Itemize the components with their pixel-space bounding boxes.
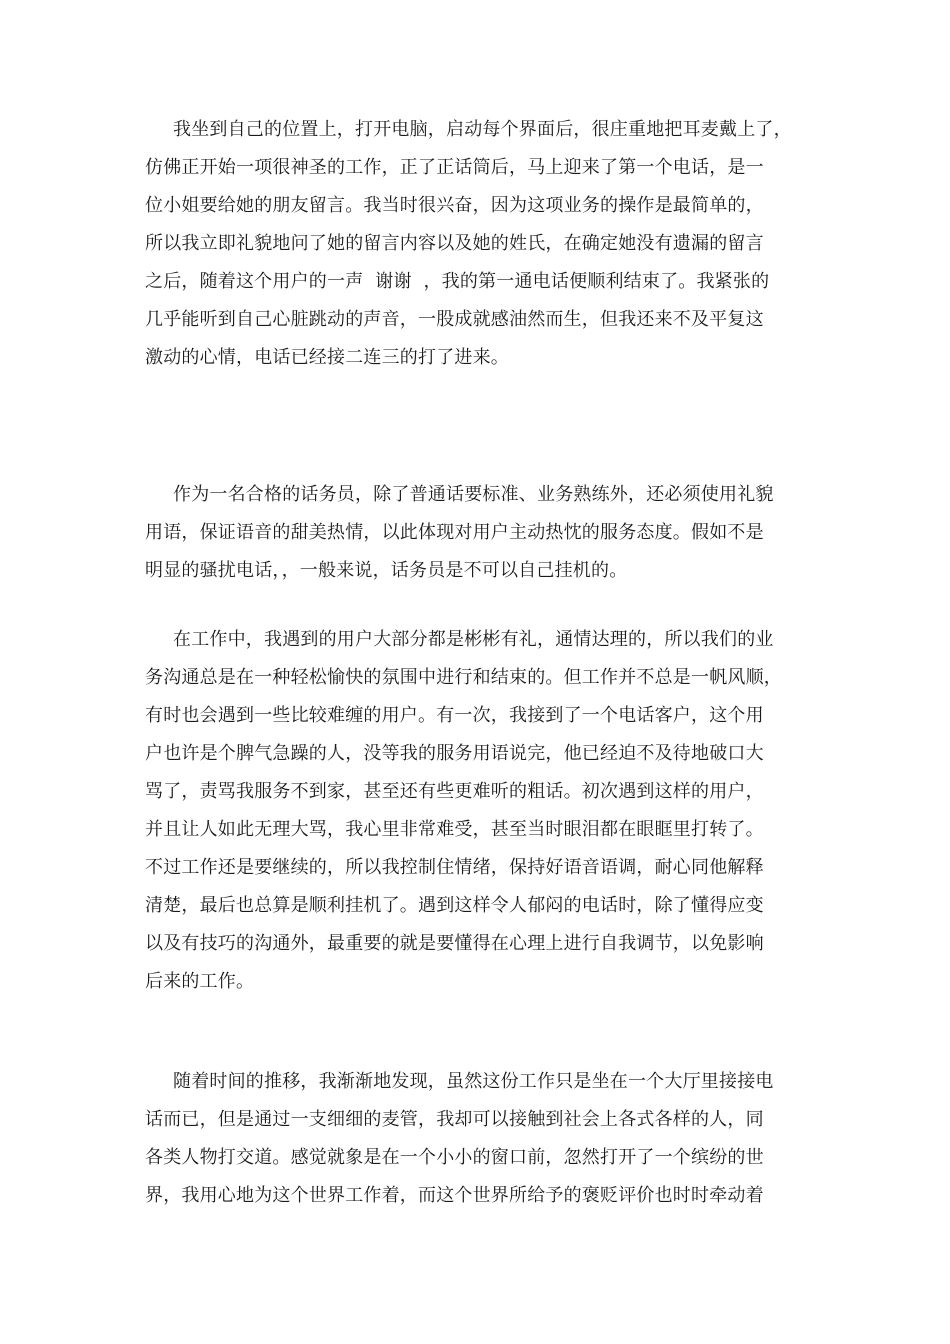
- text-line: 随着时间的推移，我渐渐地发现，虽然这份工作只是坐在一个大厅里接接电: [173, 1071, 774, 1092]
- text-line: 我坐到自己的位置上，打开电脑，启动每个界面后，很庄重地把耳麦戴上了，: [173, 119, 792, 140]
- text-line: 几乎能听到自己心脏跳动的声音，一股成就感油然而生，但我还来不及平复这: [145, 309, 764, 330]
- text-line: 在工作中，我遇到的用户大部分都是彬彬有礼，通情达理的，所以我们的业: [173, 629, 774, 650]
- text-line: 界，我用心地为这个世界工作着，而这个世界所给予的褒贬评价也时时牵动着: [145, 1185, 764, 1206]
- text-line: 位小姐要给她的朋友留言。我当时很兴奋，因为这项业务的操作是最简单的，: [145, 195, 764, 216]
- text-line: 激动的心情，电话已经接二连三的打了进来。: [145, 347, 509, 368]
- text-line: 所以我立即礼貌地问了她的留言内容以及她的姓氏，在确定她没有遗漏的留言: [145, 233, 764, 254]
- paragraph-window-to-world: [145, 1063, 845, 1215]
- paragraph-qualified-operator: [145, 476, 845, 590]
- text-line: 清楚，最后也总算是顺利挂机了。遇到这样令人郁闷的电话时，除了懂得应变: [145, 895, 764, 916]
- text-line: 有时也会遇到一些比较难缠的用户。有一次，我接到了一个电话客户，这个用: [145, 705, 764, 726]
- text-line: 明显的骚扰电话，，一般来说，话务员是不可以自己挂机的。: [145, 560, 628, 581]
- paragraph-difficult-user: [145, 621, 845, 1001]
- text-line: 仿佛正开始一项很神圣的工作，正了正话筒后，马上迎来了第一个电话，是一: [145, 157, 764, 178]
- text-line: 之后，随着这个用户的一声 谢谢 ，我的第一通电话便顺利结束了。我紧张的: [145, 271, 770, 292]
- text-line: 以及有技巧的沟通外，最重要的就是要懂得在心理上进行自我调节，以免影响: [145, 933, 764, 954]
- text-line: 骂了，责骂我服务不到家，甚至还有些更难听的粗话。初次遇到这样的用户，: [145, 781, 764, 802]
- paragraph-first-call: [145, 111, 845, 377]
- text-line: 各类人物打交道。感觉就象是在一个小小的窗口前，忽然打开了一个缤纷的世: [145, 1147, 764, 1168]
- text-line: 并且让人如此无理大骂，我心里非常难受，甚至当时眼泪都在眼眶里打转了。: [145, 819, 764, 840]
- text-line: 后来的工作。: [145, 971, 255, 992]
- text-line: 用语，保证语音的甜美热情，以此体现对用户主动热忱的服务态度。假如不是: [145, 522, 764, 543]
- text-line: 户也许是个脾气急躁的人，没等我的服务用语说完，他已经迫不及待地破口大: [145, 743, 764, 764]
- text-line: 话而已，但是通过一支细细的麦管，我却可以接触到社会上各式各样的人，同: [145, 1109, 764, 1130]
- text-line: 不过工作还是要继续的，所以我控制住情绪，保持好语音语调，耐心同他解释: [145, 857, 764, 878]
- text-line: 作为一名合格的话务员，除了普通话要标准、业务熟练外，还必须使用礼貌: [173, 484, 774, 505]
- text-line: 务沟通总是在一种轻松愉快的氛围中进行和结束的。但工作并不总是一帆风顺，: [145, 667, 782, 688]
